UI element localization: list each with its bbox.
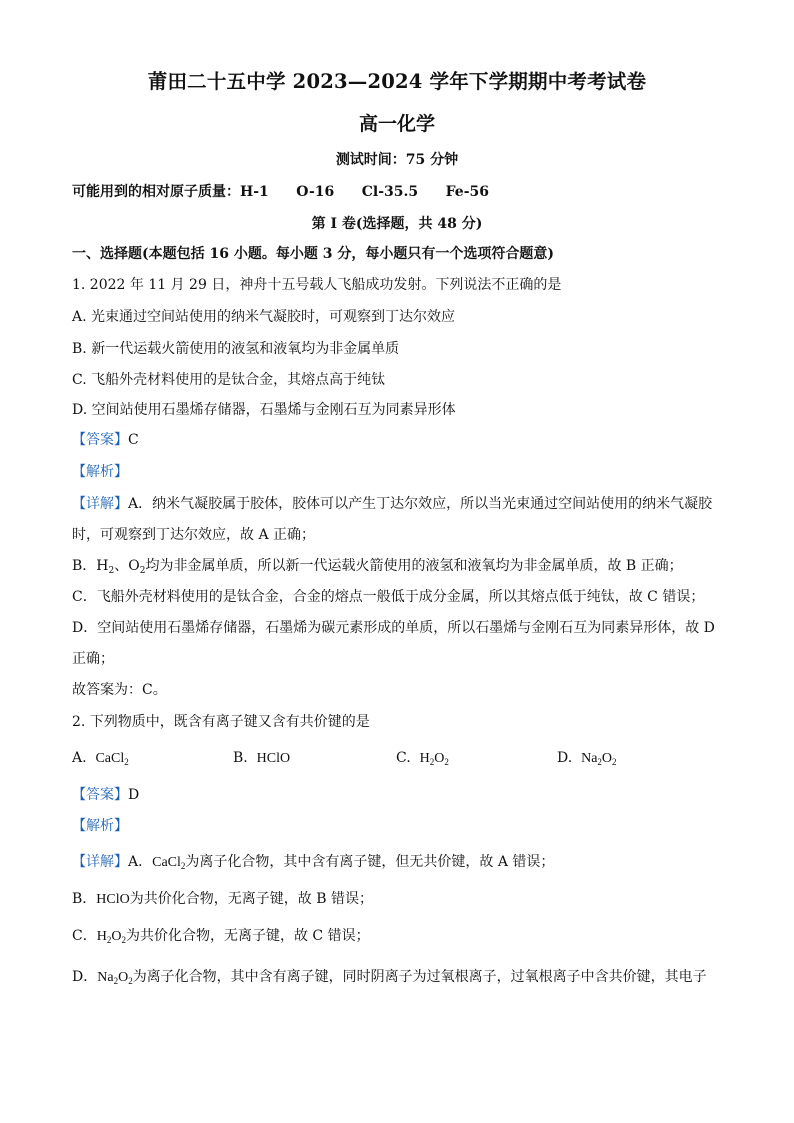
question-2-option-c: C. $H_2O_2$ xyxy=(396,750,449,767)
question-1-detail-a-line1: 【详解】A．纳米气凝胶属于胶体，胶体可以产生丁达尔效应，所以当光束通过空间站使用的纳米气凝胶 xyxy=(72,496,713,512)
question-2-stem: 2. 下列物质中，既含有离子键又含有共价键的是 xyxy=(72,714,370,730)
question-1-option-c: C. 飞船外壳材料使用的是钛合金，其熔点高于纯钛 xyxy=(72,372,386,388)
answer-tag: 【答案】 xyxy=(72,787,128,803)
question-1-analysis xyxy=(72,462,128,482)
question-1-detail-d-line1: D．空间站使用石墨烯存储器，石墨烯为碳元素形成的单质，所以石墨烯与金刚石互为同素异形体，故 D xyxy=(72,620,715,636)
formula-h2o2: $H_2O_2$ xyxy=(419,751,449,767)
test-time: 测试时间：75 分钟 xyxy=(335,152,459,168)
detail-tag: 【详解】 xyxy=(72,854,128,870)
question-2-detail-c: C．$H_2O_2$为共价化合物，无离子键，故 C 错误； xyxy=(72,928,370,945)
question-1-detail-c: C．飞船外壳材料使用的是钛合金，合金的熔点一般低于成分金属，所以其熔点低于纯钛，故 C 错误； xyxy=(72,589,705,605)
question-1-detail-a-line2: 时，可观察到丁达尔效应，故 A 正确； xyxy=(72,527,316,543)
analysis-tag: 【解析】 xyxy=(72,464,128,480)
question-1-option-b: B. 新一代运载火箭使用的液氢和液氧均为非金属单质 xyxy=(72,341,400,357)
formula-cacl2: CaCl$_2$ xyxy=(95,751,129,767)
atomic-masses: 可能用到的相对原子质量：H-1 O-16 Cl-35.5 Fe-56 xyxy=(72,184,490,200)
question-2-detail-b: B．HClO为共价化合物，无离子键，故 B 错误； xyxy=(72,891,373,907)
question-1-conclusion: 故答案为：C。 xyxy=(72,682,167,698)
detail-tag: 【详解】 xyxy=(72,496,128,512)
question-2-option-b: B. HClO xyxy=(233,750,291,766)
question-1-answer xyxy=(72,430,139,450)
question-1-detail-d-line2: 正确； xyxy=(72,651,114,667)
formula-na2o2: $Na_2O_2$ xyxy=(581,751,617,767)
question-1-option-d: D. 空间站使用石墨烯存储器，石墨烯与金刚石互为同素异形体 xyxy=(72,402,456,418)
formula-hclo: HClO xyxy=(256,751,291,766)
answer-value: C xyxy=(128,432,139,448)
subject-title: 高一化学 xyxy=(358,113,435,135)
analysis-tag: 【解析】 xyxy=(72,818,128,834)
question-2-analysis xyxy=(72,816,128,836)
volume-heading: 第 I 卷(选择题，共 48 分) xyxy=(311,216,483,232)
question-1-stem: 1. 2022 年 11 月 29 日，神舟十五号载人飞船成功发射。下列说法不正确的是 xyxy=(72,277,562,293)
question-2-detail-d: D．$Na_2O_2$为离子化合物，其中含有离子键，同时阴离子为过氧根离子，过氧根离子中含共价键，其电子 xyxy=(72,969,707,986)
question-2-detail-a: 【详解】A．CaCl$_2$为离子化合物，其中含有离子键，但无共价键，故 A 错误； xyxy=(72,854,555,871)
answer-value: D xyxy=(128,787,140,803)
exam-title: 莆田二十五中学 2023—2024 学年下学期期中考考试卷 xyxy=(147,70,647,93)
section-heading: 一、选择题(本题包括 16 小题。每小题 3 分，每小题只有一个选项符合题意) xyxy=(72,246,554,262)
question-2-answer xyxy=(72,785,139,805)
question-2-option-d: D. $Na_2O_2$ xyxy=(557,750,617,767)
answer-tag: 【答案】 xyxy=(72,432,128,448)
question-2-option-a: A. CaCl$_2$ xyxy=(72,750,129,767)
question-1-detail-b: B．$H_2$、$O_2$均为非金属单质，所以新一代运载火箭使用的液氢和液氧均为非金属单质，故 B 正确； xyxy=(72,558,683,576)
question-1-option-a: A. 光束通过空间站使用的纳米气凝胶时，可观察到丁达尔效应 xyxy=(72,309,456,325)
